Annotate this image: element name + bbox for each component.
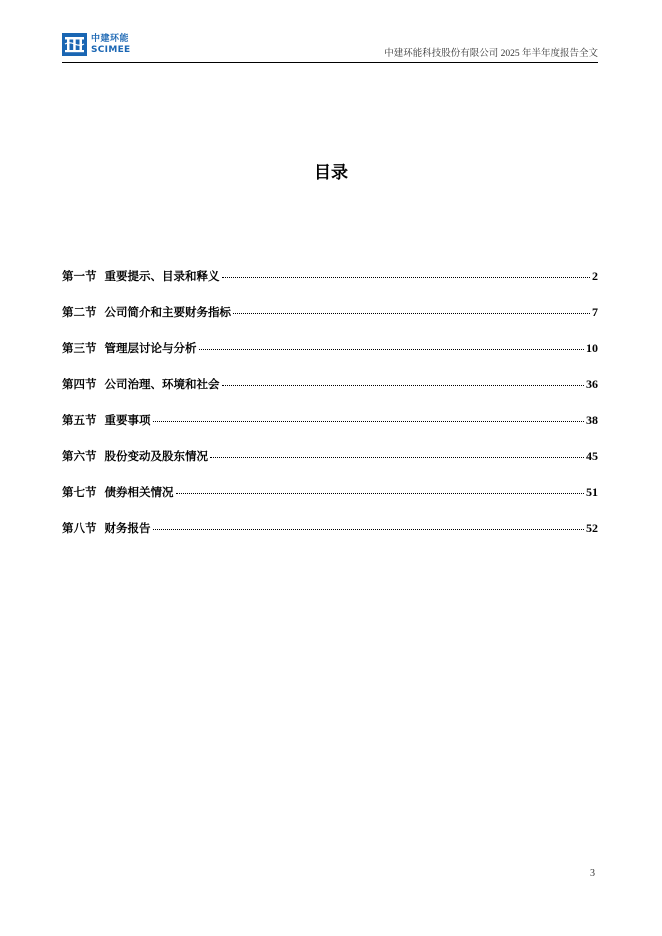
toc-leader-dots <box>210 457 584 458</box>
toc-section-title: 管理层讨论与分析 <box>104 341 197 355</box>
company-logo-icon <box>62 33 87 56</box>
toc-page-number: 36 <box>586 377 598 391</box>
toc-page-number: 45 <box>586 449 598 463</box>
toc-section-number: 第六节 <box>62 449 97 463</box>
table-of-contents <box>62 268 598 556</box>
toc-page-number: 2 <box>592 269 598 283</box>
toc-section-number: 第七节 <box>62 485 97 499</box>
toc-entry-section-1[interactable] <box>62 268 598 304</box>
toc-leader-dots <box>233 313 590 314</box>
toc-entry-section-4[interactable] <box>62 376 598 412</box>
toc-section-number: 第二节 <box>62 305 97 319</box>
page-header <box>62 32 598 63</box>
report-title: 中建环能科技股份有限公司 2025 年半年度报告全文 <box>384 49 598 59</box>
toc-section-title: 重要事项 <box>104 413 151 427</box>
toc-entry-section-3[interactable] <box>62 340 598 376</box>
toc-leader-dots <box>199 349 585 350</box>
toc-leader-dots <box>153 421 585 422</box>
toc-leader-dots <box>222 385 585 386</box>
toc-page-number: 52 <box>586 521 598 535</box>
toc-page-number: 38 <box>586 413 598 427</box>
logo-name-en: SCIMEE <box>91 44 131 55</box>
toc-entry-section-6[interactable] <box>62 448 598 484</box>
toc-section-number: 第四节 <box>62 377 97 391</box>
toc-section-number: 第八节 <box>62 521 97 535</box>
toc-entry-section-2[interactable] <box>62 304 598 340</box>
toc-entry-section-7[interactable] <box>62 484 598 520</box>
toc-heading: 目录 <box>314 163 348 183</box>
toc-page-number: 10 <box>586 341 598 355</box>
page-number: 3 <box>590 868 595 879</box>
logo-name-cn: 中建环能 <box>91 33 130 44</box>
toc-section-title: 重要提示、目录和释义 <box>104 269 220 283</box>
toc-section-number: 第三节 <box>62 341 97 355</box>
toc-section-title: 公司简介和主要财务指标 <box>104 305 231 319</box>
toc-section-title: 财务报告 <box>104 521 151 535</box>
toc-section-number: 第一节 <box>62 269 97 283</box>
toc-entry-section-5[interactable] <box>62 412 598 448</box>
toc-page-number: 51 <box>586 485 598 499</box>
toc-section-title: 债券相关情况 <box>104 485 174 499</box>
toc-leader-dots <box>153 529 585 530</box>
toc-page-number: 7 <box>592 305 598 319</box>
toc-leader-dots <box>176 493 585 494</box>
company-logo <box>62 33 131 56</box>
toc-entry-section-8[interactable] <box>62 520 598 556</box>
toc-section-title: 公司治理、环境和社会 <box>104 377 220 391</box>
toc-section-number: 第五节 <box>62 413 97 427</box>
toc-section-title: 股份变动及股东情况 <box>104 449 208 463</box>
toc-leader-dots <box>222 277 591 278</box>
